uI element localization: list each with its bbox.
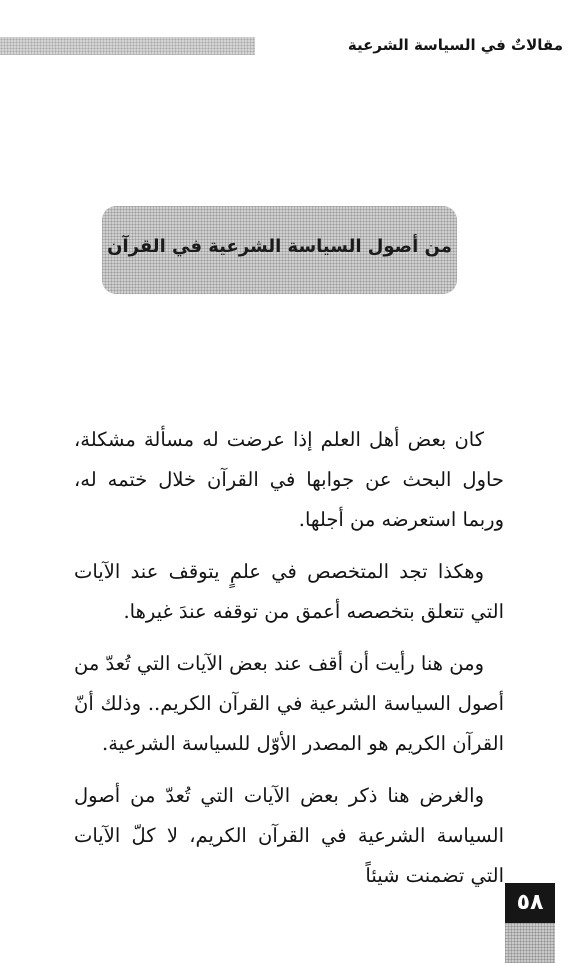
paragraph-2: وهكذا تجد المتخصص في علمٍ يتوقف عند الآيات التي تتعلق بتخصصه أعمق من توقفه عندَ غيرها. [74, 560, 504, 623]
paragraph-4: والغرض هنا ذكر بعض الآيات التي تُعدّ من أصول السياسة الشرعية في القرآن الكريم، لا كلّ الآيات التي تضمنت شيئاً [74, 784, 504, 887]
page-number-decoration [505, 923, 555, 963]
header-decorative-bar [0, 37, 255, 55]
book-title: مقالاتٌ في السياسة الشرعية [347, 36, 563, 54]
paragraph-1: كان بعض أهل العلم إذا عرضت له مسألة مشكلة، حاول البحث عن جوابها في القرآن خلال ختمه له، وربما استعرضه من أجلها. [74, 428, 504, 531]
chapter-title: من أصول السياسة الشرعية في القرآن [107, 236, 452, 257]
paragraph-3: ومن هنا رأيت أن أقف عند بعض الآيات التي تُعدّ من أصول السياسة الشرعية في القرآن الكريم.. وذلك أنّ القرآن الكريم هو المصدر الأوّل للسياسة الشرعية. [74, 652, 504, 755]
page-number: ٥٨ [505, 883, 555, 923]
running-header [0, 34, 585, 60]
body-text [74, 420, 504, 908]
chapter-title-box [102, 206, 457, 294]
